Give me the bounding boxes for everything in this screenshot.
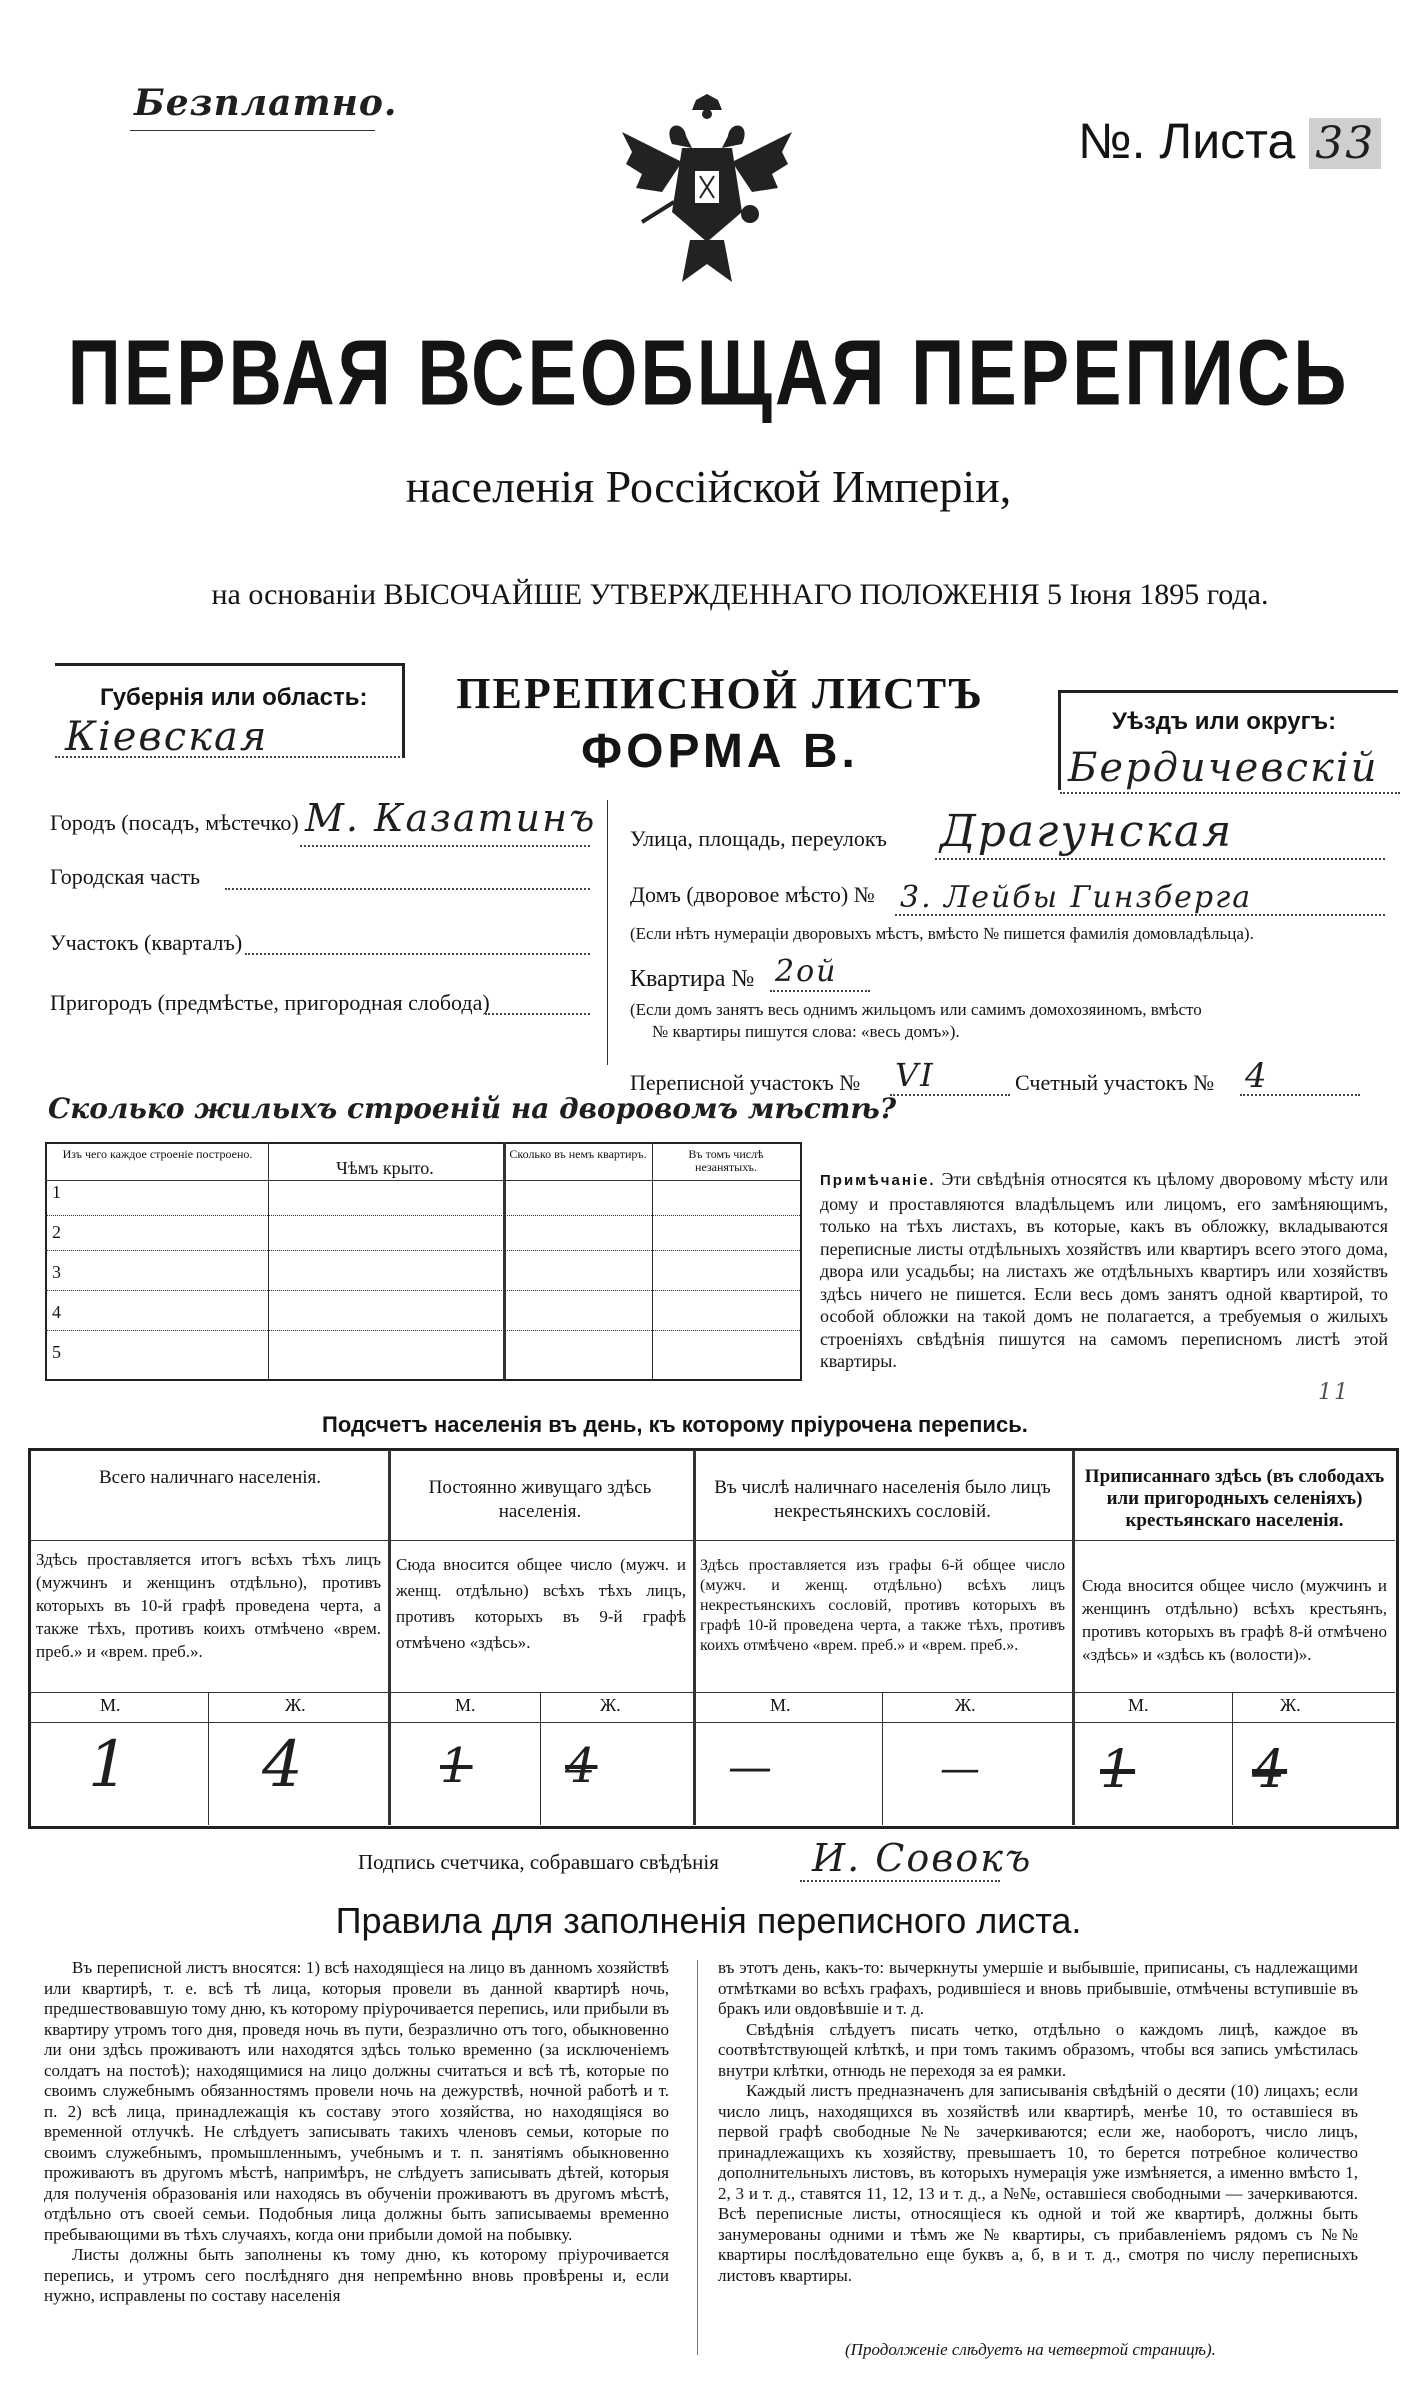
count-col-head: Всего наличнаго населенія.: [98, 1467, 322, 1488]
rules-right-column: [718, 1958, 1358, 2286]
count-m-value: 1: [1100, 1740, 1136, 1800]
count-col-desc: Здѣсь проставляется итогъ всѣхъ тѣхъ лицъ (мужчинъ и женщинъ отдѣльно), противъ которыхъ въ 10-й графѣ проведена черта, а также тѣхъ, противъ коихъ отмѣчено «врем. преб.» и «врем. преб.».: [36, 1550, 381, 1661]
count-col-head: Приписаннаго здѣсь (въ слободахъ или пригородныхъ селеніяхъ) крестьянскаго населенія.: [1084, 1466, 1385, 1531]
census-uchastok-value: VI: [895, 1056, 935, 1094]
prigorod-underline: [485, 1013, 590, 1015]
apartment-underline: [770, 990, 870, 992]
uezd-value: Бердичевскій: [1068, 745, 1379, 791]
count-m-value: 1: [88, 1728, 131, 1802]
buildings-col-divider: [268, 1142, 269, 1379]
free-underline: [130, 130, 375, 131]
uezd-label: Уѣздъ или округъ:: [1112, 708, 1337, 735]
gubernia-label: Губернія или область:: [100, 684, 368, 711]
page-title: ПЕРВАЯ ВСЕОБЩАЯ ПЕРЕПИСЬ: [67, 320, 1350, 425]
count-col-divider: [693, 1450, 696, 1825]
rules-paragraph: Свѣдѣнія слѣдуетъ писать четко, отдѣльно о каждомъ лицѣ, каждое въ соотвѣтствующей клѣткѣ, и при томъ такимъ образомъ, чтобы вся запись умѣстилась внутри клѣтки, отнюдь не переходя за ея рамки.: [718, 2019, 1358, 2080]
signature-value: И. Совокъ: [812, 1836, 1033, 1880]
coat-of-arms-icon: [622, 92, 792, 292]
house-note: (Если нѣтъ нумераціи дворовыхъ мѣстъ, вмѣсто № пишется фамилія домовладѣльца).: [630, 924, 1254, 943]
signature-label: Подпись счетчика, собравшаго свѣдѣнія: [358, 1850, 719, 1874]
sheet-number: [1078, 112, 1381, 170]
count-m-label: М.: [455, 1695, 476, 1715]
prigorod-label: Пригородъ (предмѣстье, пригородная слобода): [50, 990, 490, 1015]
buildings-header-line: [45, 1180, 800, 1181]
apartment-note-2: № квартиры пишутся слова: «весь домъ»).: [652, 1022, 960, 1041]
count-zh-value: 4: [1252, 1740, 1288, 1800]
count-m-label: М.: [770, 1695, 791, 1715]
buildings-row-number: 1: [52, 1182, 61, 1202]
city-label: Городъ (посадъ, мѣстечко): [50, 810, 299, 835]
street-value: Драгунская: [940, 806, 1234, 857]
buildings-col-divider: [503, 1142, 506, 1379]
count-zh-label: Ж.: [285, 1695, 306, 1715]
buildings-row-number: 5: [52, 1342, 61, 1362]
house-value: 3. Лейбы Гинзберга: [900, 880, 1253, 915]
address-divider: [607, 800, 608, 1065]
form-name: ПЕРЕПИСНОЙ ЛИСТЪ: [456, 669, 984, 718]
count-zh-label: Ж.: [1280, 1695, 1301, 1715]
count-zh-label: Ж.: [600, 1695, 621, 1715]
buildings-header: Сколько въ немъ квартиръ.: [509, 1147, 647, 1161]
count-mzh-divider: [540, 1692, 541, 1825]
rules-paragraph: въ этотъ день, какъ-то: вычеркнуты умершіе и выбывшіе, приписаны, съ надлежащими отмѣтками во всѣхъ графахъ, родившіеся и вновь прибывшіе, отмѣчены вступившіе въ бракъ или овдовѣвшіе и т. д.: [718, 1958, 1358, 2018]
street-label: Улица, площадь, переулокъ: [630, 826, 887, 851]
city-value: М. Казатинъ: [305, 796, 597, 840]
free-label: Безплатно.: [134, 82, 398, 124]
count-col-head: Въ числѣ наличнаго населенія было лицъ некрестьянскихъ сословій.: [714, 1477, 1051, 1522]
buildings-row-number: 3: [52, 1262, 61, 1282]
count-col-desc: Здѣсь проставляется изъ графы 6-й общее число (мужч. и женщ. отдѣльно) всѣхъ лицъ некрестьянскихъ сословій, противъ которыхъ въ графѣ 10-й проведена черта, а также тѣхъ, противъ коихъ отмѣчено «врем. преб.» и «врем. преб.».: [700, 1557, 1065, 1654]
house-label: Домъ (дворовое мѣсто) №: [630, 882, 875, 907]
rules-paragraph: Въ переписной листъ вносятся: 1) всѣ находящіеся на лицо въ данномъ хозяйствѣ или квартирѣ, т. е. всѣ тѣ лица, которыя провели въ данной квартирѣ ночь, предшествовавшую тому дню, къ которому пріурочивается перепись, или прибыли въ квартиру утромъ того дня, проведя ночь въ пути, безразлично отъ того, обыкновенно ли они здѣсь проживаютъ или находятся здѣсь только временно (за исключеніемъ солдатъ на постоѣ); находящимися на лицо должны считаться и всѣ тѣ, которые по своимъ служебнымъ обязанностямъ провели ночь на дежурствѣ, ночной работѣ и т. п. 2) всѣ лица, принадлежащія къ составу этого хозяйства, но находящіяся во временной отлучкѣ. Не слѣдуетъ записывать такихъ членовъ семьи, которые по своимъ служебнымъ, промышленнымъ, учебнымъ и т. п. занятіямъ обыкновенно проживаютъ въ другомъ мѣстѣ, напримѣръ, не слѣдуетъ записывать дѣтей, которыя для полученія образованія или находясь въ обученіи проживаютъ въ другомъ мѣстѣ, отдѣльно отъ своей семьи. Подобныя лица должны быть записываемы временно пребывающими въ тѣхъ случаяхъ, когда они прибыли домой на побывку.: [44, 1958, 669, 2244]
city-underline: [300, 845, 590, 847]
count-mzh-divider: [1232, 1692, 1233, 1825]
buildings-header: Изъ чего каждое строеніе построено.: [62, 1147, 253, 1161]
count-zh-label: Ж.: [955, 1695, 976, 1715]
sheet-number-label: №. Листа: [1078, 113, 1296, 169]
basis-line: на основаніи ВЫСОЧАЙШЕ УТВЕРЖДЕННАГО ПОЛОЖЕНІЯ 5 Іюня 1895 года.: [211, 578, 1269, 611]
buildings-row-line: [45, 1330, 800, 1331]
buildings-note-title: Примѣчаніе.: [820, 1172, 936, 1189]
count-m-label: М.: [100, 1695, 121, 1715]
buildings-header: Чѣмъ крыто.: [336, 1158, 434, 1178]
count-mzh-divider: [882, 1692, 883, 1825]
buildings-question: Сколько жилыхъ строеній на дворовомъ мѣстѣ?: [48, 1092, 897, 1125]
gubernia-underline: [55, 756, 400, 758]
apartment-value: 2ой: [775, 954, 838, 989]
count-uchastok-value: 4: [1245, 1056, 1269, 1096]
count-zh-value: 4: [262, 1728, 305, 1802]
house-underline: [895, 914, 1385, 916]
form-label: ФОРМА В.: [581, 725, 859, 778]
buildings-row-line: [45, 1215, 800, 1216]
page-subtitle: населенія Россійской Имперіи,: [405, 461, 1012, 512]
uezd-box-left: [1058, 690, 1061, 790]
uchastok-underline: [245, 953, 590, 955]
buildings-note-text: Эти свѣдѣнія относятся къ цѣлому дворовому мѣсту или дому и проставляются владѣльцемъ или лицомъ, его замѣняющимъ, только на тѣхъ листахъ, въ которые, какъ въ обложку, вкладываются переписные листы отдѣльныхъ хозяйствъ или квартиръ всего этого дома, двора или усадьбы; на листахъ же отдѣльныхъ квартиръ или хозяйствъ здѣсь ничего не пишется. Если весь домъ занятъ одной квартирой, то особой обложки на такой домъ не полагается, а требуемыя о жилыхъ строеніяхъ свѣдѣнія пишутся на самомъ переписномъ листѣ этой квартиры.: [820, 1169, 1388, 1371]
count-title: Подсчетъ населенія въ день, къ которому пріурочена перепись.: [322, 1412, 1028, 1437]
count-uchastok-label: Счетный участокъ №: [1015, 1070, 1215, 1095]
gubernia-box-top: [55, 663, 403, 666]
sheet-number-value: 33: [1309, 118, 1381, 169]
count-head-line: [30, 1540, 1395, 1541]
gubernia-box-right: [402, 663, 405, 758]
buildings-note: [820, 1168, 1388, 1373]
census-uchastok-label: Переписной участокъ №: [630, 1070, 861, 1095]
count-mzh-line: [30, 1722, 1395, 1723]
count-col-desc: Сюда вносится общее число (мужч. и женщ. отдѣльно) всѣхъ тѣхъ лицъ, противъ которыхъ въ 9-й графѣ отмѣчено «здѣсь».: [396, 1555, 686, 1652]
rules-divider: [697, 1960, 698, 2355]
rules-paragraph: Каждый листъ предназначенъ для записыванія свѣдѣній о десяти (10) лицахъ; если число лицъ, находящихся въ хозяйствѣ или квартирѣ, менѣе 10, то оставшіеся въ первой графѣ свободные №№ зачеркиваются; если же, наоборотъ, число лицъ, принадлежащихъ къ хозяйству, превышаетъ 10, то берется потребное количество дополнительныхъ листовъ, въ которыхъ нумерація уже измѣняется, а именно вмѣсто 1, 2, 3 и т. д., ставятся 11, 12, 13 и т. д., а №№, оставшіеся свободными — зачеркиваются. Всѣ переписные листы, относящіеся къ одной и той же квартирѣ, должны быть занумерованы одними и тѣмъ же № квартиры, съ прибавленіемъ рядомъ съ №№ квартиры послѣдовательно еще буквъ а, б, в и т. д., смотря по числу переписныхъ листовъ квартиры.: [718, 2081, 1358, 2285]
count-col-desc: Сюда вносится общее число (мужчинъ и женщинъ отдѣльно) всѣхъ крестьянъ, противъ которыхъ въ графѣ 8-й отмѣчено «здѣсь» и «здѣсь къ (волости)».: [1082, 1576, 1387, 1664]
count-m-value: —: [728, 1742, 774, 1793]
city-part-label: Городская часть: [50, 864, 201, 889]
gubernia-value: Кіевская: [65, 714, 269, 760]
buildings-header: Въ томъ числѣ незанятыхъ.: [688, 1147, 764, 1174]
apartment-label: Квартира №: [630, 966, 755, 992]
count-zh-value: —: [940, 1746, 982, 1792]
buildings-row-line: [45, 1250, 800, 1251]
page-mark: 11: [1318, 1380, 1350, 1405]
rules-continuation: (Продолженіе слѣдуетъ на четвертой страницѣ).: [845, 2340, 1216, 2359]
count-col-divider: [1072, 1450, 1075, 1825]
count-desc-line: [30, 1692, 1395, 1693]
count-zh-value: 4: [565, 1738, 598, 1794]
uezd-underline: [1060, 792, 1400, 794]
buildings-row-number: 2: [52, 1222, 61, 1242]
signature-underline: [800, 1880, 1000, 1882]
count-m-label: М.: [1128, 1695, 1149, 1715]
rules-paragraph: Листы должны быть заполнены къ тому дню, къ которому пріурочивается перепись, и утромъ сего послѣдняго дня непремѣнно вновь провѣрены и, если нужно, исправлены по составу населенія: [44, 2245, 669, 2305]
uchastok-label: Участокъ (кварталъ): [50, 930, 243, 955]
count-col-head: Постоянно живущаго здѣсь населенія.: [428, 1477, 652, 1522]
uezd-box-top: [1058, 690, 1398, 693]
count-col-divider: [388, 1450, 391, 1825]
apartment-note-1: (Если домъ занятъ весь однимъ жильцомъ или самимъ домохозяиномъ, вмѣсто: [630, 1000, 1202, 1019]
count-m-value: 1: [440, 1738, 473, 1794]
count-mzh-divider: [208, 1692, 209, 1825]
city-part-underline: [225, 888, 590, 890]
buildings-col-divider: [652, 1142, 653, 1379]
rules-left-column: [44, 1958, 669, 2307]
count-uchastok-underline: [1240, 1094, 1360, 1096]
street-underline: [935, 858, 1385, 860]
buildings-row-number: 4: [52, 1302, 61, 1322]
buildings-row-line: [45, 1290, 800, 1291]
rules-title: Правила для заполненія переписного листа.: [335, 1900, 1082, 1941]
census-uchastok-underline: [890, 1094, 1010, 1096]
